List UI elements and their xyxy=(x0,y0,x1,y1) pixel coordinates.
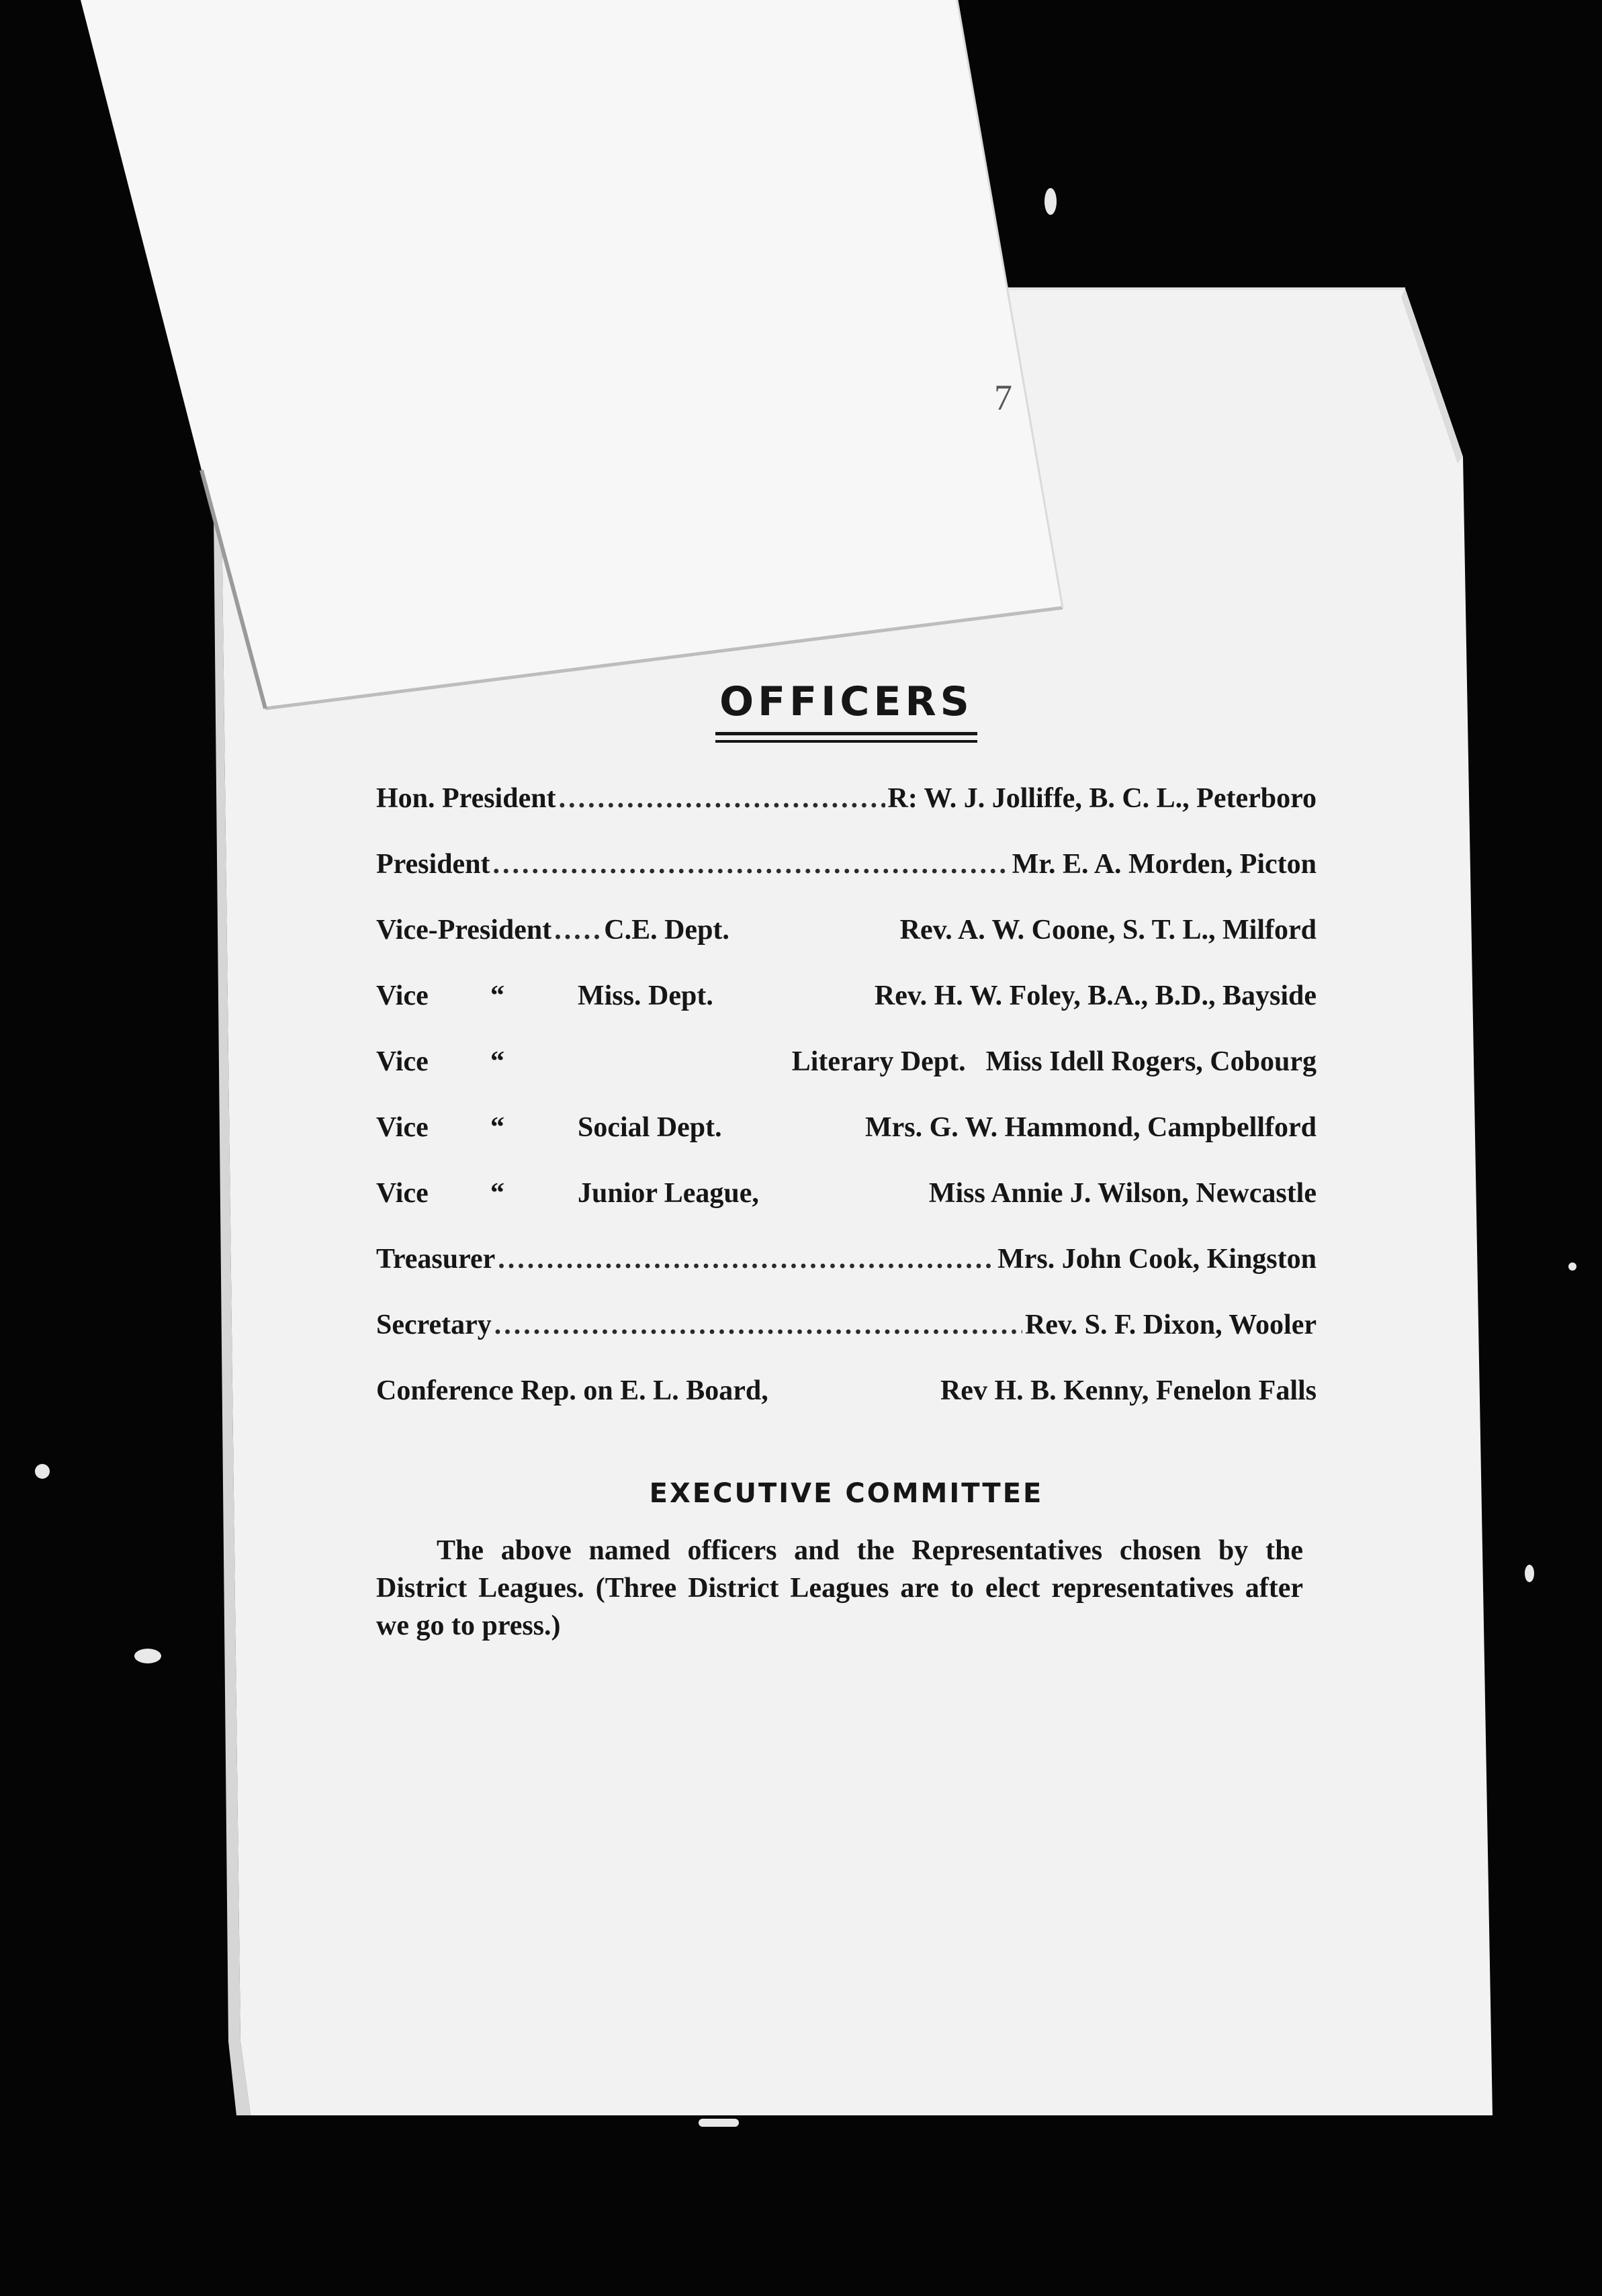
officer-row xyxy=(376,1243,1317,1309)
officers-list xyxy=(376,782,1317,1440)
ditto-mark: “ xyxy=(490,980,504,1011)
dust-speck xyxy=(35,1464,50,1479)
dot-leader xyxy=(554,914,601,946)
officer-row xyxy=(376,848,1317,914)
title-block xyxy=(376,678,1317,735)
conference-rep-name: Rev H. B. Kenny, Fenelon Falls xyxy=(940,1375,1317,1406)
ditto-mark: “ xyxy=(490,1046,504,1077)
dust-speck xyxy=(134,1649,161,1663)
dust-speck xyxy=(1568,1262,1576,1271)
dot-leader xyxy=(559,782,885,815)
officer-row xyxy=(376,1177,1317,1243)
officer-department: Literary Dept. xyxy=(791,1046,966,1077)
officer-row xyxy=(376,1046,1317,1111)
officer-role: Vice xyxy=(376,1046,429,1077)
ditto-mark: “ xyxy=(490,1112,504,1143)
dot-leader xyxy=(494,1309,1022,1341)
officer-department: Junior League, xyxy=(578,1178,759,1209)
dust-speck xyxy=(1525,1565,1534,1582)
officer-role: President xyxy=(376,849,490,880)
officer-row xyxy=(376,782,1317,848)
executive-committee-heading: EXECUTIVE COMMITTEE xyxy=(649,1478,1044,1509)
officer-name: Rev. A. W. Coone, S. T. L., Milford xyxy=(899,915,1317,946)
executive-committee-text: The above named officers and the Representatives chosen by the District Leagues. (Three District Leagues are to elect representatives after we go to press.) xyxy=(376,1535,1303,1641)
officer-role: Treasurer xyxy=(376,1244,496,1275)
document-content xyxy=(376,678,1317,1645)
officer-department: Miss. Dept. xyxy=(578,980,713,1011)
officer-department: C.E. Dept. xyxy=(604,915,729,946)
officer-name: Mrs. G. W. Hammond, Campbellford xyxy=(864,1112,1317,1143)
officer-name: Mrs. John Cook, Kingston xyxy=(997,1244,1317,1275)
officer-row xyxy=(376,1309,1317,1375)
officer-role: Vice xyxy=(376,980,429,1011)
officer-name: R: W. J. Jolliffe, B. C. L., Peterboro xyxy=(887,783,1317,814)
officer-role: Secretary xyxy=(376,1310,492,1340)
ditto-mark: “ xyxy=(490,1178,504,1209)
officer-role: Vice-President xyxy=(376,915,552,946)
dot-leader xyxy=(493,848,1010,880)
conference-rep-row xyxy=(376,1375,1317,1440)
officer-row xyxy=(376,1111,1317,1177)
page-title: OFFICERS xyxy=(715,678,977,735)
officer-name: Rev. S. F. Dixon, Wooler xyxy=(1024,1310,1317,1340)
slip-mark: 7 xyxy=(994,377,1012,418)
officer-row xyxy=(376,980,1317,1046)
officer-department: Social Dept. xyxy=(578,1112,722,1143)
dot-leader xyxy=(498,1243,995,1275)
conference-rep-label: Conference Rep. on E. L. Board, xyxy=(376,1375,768,1406)
officer-role: Vice xyxy=(376,1112,429,1143)
officer-role: Vice xyxy=(376,1178,429,1209)
officer-name: Rev. H. W. Foley, B.A., B.D., Bayside xyxy=(874,980,1317,1011)
dust-speck xyxy=(699,2119,739,2127)
dust-speck xyxy=(1044,188,1057,215)
officer-name: Mr. E. A. Morden, Picton xyxy=(1012,849,1317,880)
officer-row xyxy=(376,914,1317,980)
officer-role: Hon. President xyxy=(376,783,556,814)
officer-name: Miss Idell Rogers, Cobourg xyxy=(985,1046,1317,1077)
officer-name: Miss Annie J. Wilson, Newcastle xyxy=(928,1178,1317,1209)
